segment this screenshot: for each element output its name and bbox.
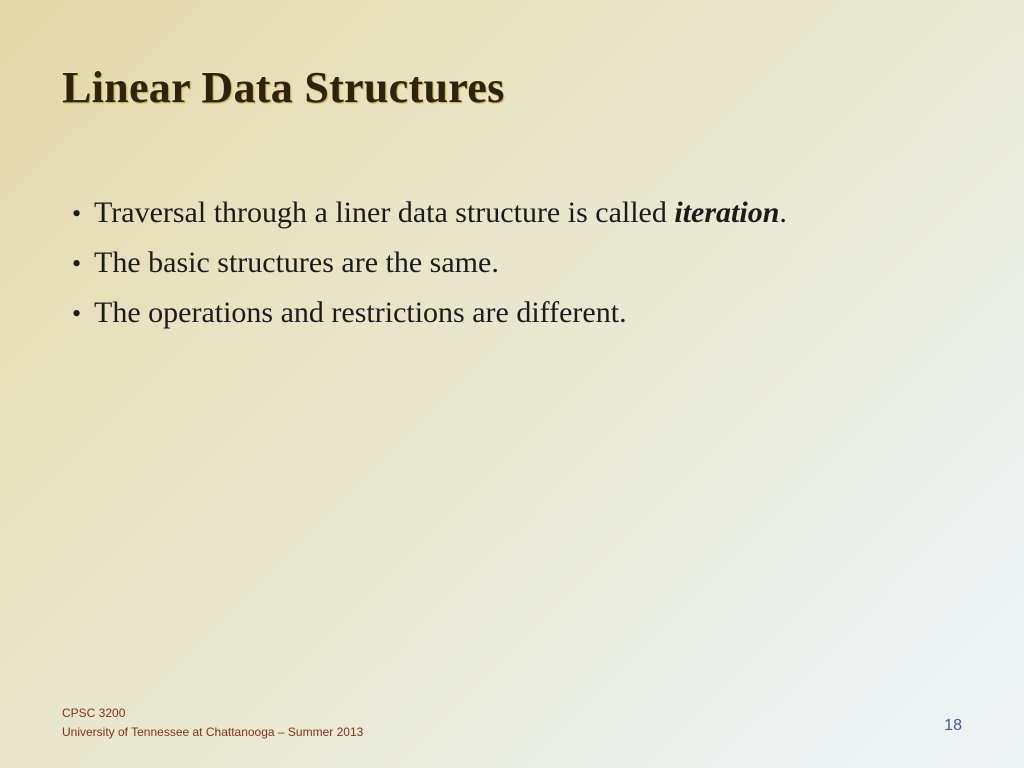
bullet-item [72,188,972,238]
bullet-text-end: . [779,196,787,229]
footer-course: CPSC 3200 [62,706,126,720]
page-number: 18 [944,717,962,734]
bullet-text [94,188,787,237]
footer-institution: University of Tennessee at Chattanooga – Summer 2013 [62,725,364,739]
bullet-dot: • [72,199,82,228]
bullet-dot: • [72,249,82,278]
bullet-text-start: Traversal through a liner data structure is called [94,196,675,229]
bullet-dot: • [72,299,82,328]
bullet-item [72,238,972,288]
footer [62,704,363,742]
slide-title: Linear Data Structures [62,63,505,112]
emphasized-term: iteration [674,196,780,229]
bullet-text: The operations and restrictions are different. [94,296,627,329]
bullet-list [72,188,972,338]
bullet-text: The basic structures are the same. [94,246,499,279]
bullet-item [72,288,972,338]
